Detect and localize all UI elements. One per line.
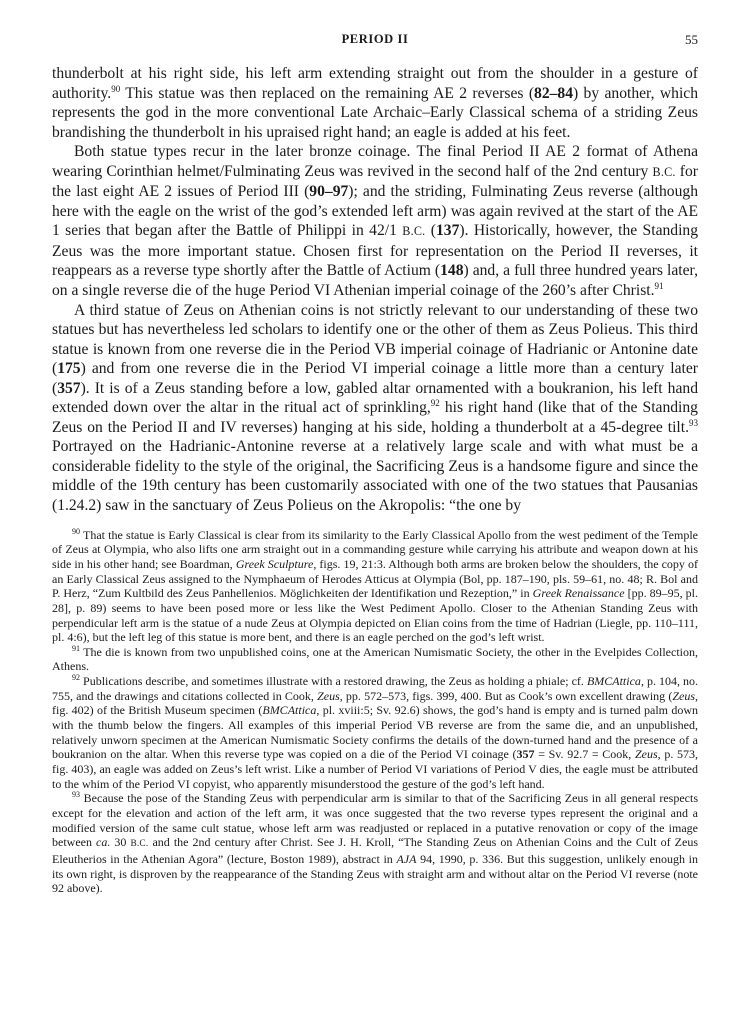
era-abbrev: B.C. — [652, 164, 676, 179]
page-header — [52, 32, 698, 54]
text-run: That the statue is Early Classical is clear from its similarity to the Early Classical Apollo from the west pediment of the Temple of Zeus at Olympia, who also lifts one arm straight out in a commanding gesture while carrying his attribute and weapon down at his side in his other hand; see Boardman, — [52, 527, 698, 571]
paragraph-2 — [52, 142, 698, 300]
text-run: , pp. 572–573, figs. 399, 400. But as Cook’s own excellent drawing ( — [339, 688, 673, 703]
text-run: thunderbolt at his right side, his left arm extending straight out from the shoulder in a gesture of authority. — [52, 65, 698, 102]
text-run: ( — [425, 222, 436, 240]
footnote-number: 91 — [72, 643, 80, 653]
footnote-ref-91: 91 — [654, 280, 664, 291]
footnote-ref-92: 92 — [430, 398, 440, 409]
text-run: ); and the striding, Fulminating Zeus reverse (although here with the eagle on the wrist of the god’s extended left arm) was again revived at the start of the AE 1 series that began after the Battle of Philippi in 42/1 — [52, 183, 698, 240]
text-run: and the 2nd century after Christ. See J. H. Kroll, “The Standing Zeus on Athenian Coins and the Cult of Zeus Eleutherios in the Athenian Agora” (lecture, Boston 1989), abstract in — [52, 835, 698, 867]
text-run: A third statue of Zeus on Athenian coins is not strictly relevant to our understanding of these two statues but has nevertheless led scholars to identify one or the other of them as Zeus Polieus. This third statue is known from one reverse die in the Period VB imperial coinage of Hadrianic or Antonine date ( — [52, 301, 698, 378]
catalogue-ref: 137 — [436, 222, 460, 240]
text-run: 94, 1990, p. 336. But this suggestion, unlikely enough in its own right, is disproven by the reappearance of the Standing Zeus with straight arm and without altar on the Period VI reverse (note 92 above). — [52, 852, 698, 896]
text-run: , p. 104, no. 755, and the drawings and citations collected in Cook, — [52, 674, 699, 703]
catalogue-ref: 148 — [440, 262, 464, 280]
text-run: ) and from one reverse die in the Period VI imperial coinage a little more than a century later ( — [52, 360, 698, 397]
footnote-ref-90: 90 — [111, 83, 121, 94]
italic-title: Zeus — [317, 688, 340, 703]
catalogue-ref: 175 — [57, 360, 81, 378]
footnote-92 — [52, 674, 698, 791]
text-run: Portrayed on the Hadrianic-Antonine reverse at a relatively large scale and with what must be a considerable fidelity to the style of the original, the Sacrificing Zeus is a handsome figure and since the middle of the 19th century has been customarily associated with one of the two statues that Pausanias (1.24.2) saw in the sanctuary of Zeus Polieus on the Akropolis: “the one by — [52, 438, 698, 515]
paragraph-1 — [52, 64, 698, 142]
footnote-93 — [52, 791, 698, 896]
footnote-number: 93 — [72, 790, 80, 800]
footnote-ref-93: 93 — [689, 417, 698, 428]
text-run: , fig. 402) of the British Museum specimen ( — [52, 688, 699, 718]
text-run: [pp. 89–95, pl. 28], p. 89) seems to have been posed more or less like the West Pediment Apollo. Closer to the Athenian Standing Zeus with perpendicular left arm is the statue of a nude Zeus at Olympia depicted on Elian coins from the time of Hadrian (Liegle, pp. 110–111, pl. 4:6), but the left leg of this statue is more bent, and there is an eagle perched on the god’s left wrist. — [52, 586, 698, 645]
text-run: his right hand (like that of the Standing Zeus on the Period II and IV reverses) hanging at his side, holding a thunderbolt at a 45-degree tilt. — [52, 399, 698, 436]
paragraph-3 — [52, 301, 698, 516]
catalogue-ref: 357 — [516, 747, 535, 762]
footnote-number: 92 — [72, 673, 80, 683]
text-run: , p. 573, fig. 403), an eagle was added on Zeus’s left wrist. Like a number of Period VI variations of Period V dies, the eagle must be attributed to the whim of the Period VI copyist, who apparently misunderstood the gesture of the god’s left hand. — [52, 747, 698, 791]
era-abbrev: B.C. — [402, 224, 426, 239]
text-run: Both statue types recur in the later bronze coinage. The final Period II AE 2 format of Athena wearing Corinthian helmet/Fulminating Zeus was revived in the second half of the 2nd century — [52, 143, 698, 180]
catalogue-ref: 90–97 — [309, 183, 349, 201]
text-run: for the last eight AE 2 issues of Period III ( — [52, 162, 698, 201]
catalogue-ref: 82–84 — [534, 84, 573, 102]
era-abbrev: B.C. — [130, 839, 149, 850]
italic-title: AJA — [396, 852, 417, 867]
text-run: = Sv. 92.7 = Cook, — [534, 747, 635, 762]
text-run: , pl. xviii:5; Sv. 92.6) shows, the god’s hand is empty and is turned palm down with the thumb below the fingers. All examples of this imperial Period VB reverse are from the same die, and an unpublished, relatively unworn specimen at the American Numismatic Society confirms the details of the down-turned hand and the presence of a boukranion on the altar. When this reverse type was copied on a die of the Period VI coinage ( — [52, 703, 698, 762]
text-run: The die is known from two unpublished coins, one at the American Numismatic Society, the other in the Evelpides Collection, Athens. — [52, 644, 698, 674]
italic-title: Zeus — [634, 747, 658, 762]
text-run: 30 — [110, 835, 131, 850]
footnote-number: 90 — [72, 526, 80, 536]
footnotes — [52, 528, 698, 896]
footnote-90 — [52, 528, 698, 645]
italic-term: ca. — [96, 835, 111, 850]
text-run: Publications describe, and sometimes illustrate with a restored drawing, the Zeus as holding a phiale; cf. — [83, 674, 587, 689]
text-run: ) and, a full three hundred years later, on a single reverse die of the huge Period VI Athenian imperial coinage of the 260’s after Christ. — [52, 262, 699, 300]
text-run: ). It is of a Zeus standing before a low, gabled altar ornamented with a boukranion, his left hand extended down over the altar in the ritual act of sprinkling, — [52, 379, 698, 417]
italic-title: Greek Sculpture — [235, 556, 314, 571]
text-run: This statue was then replaced on the remaining AE 2 reverses ( — [120, 84, 535, 102]
page-number: 55 — [685, 32, 698, 47]
book-page — [52, 32, 698, 896]
italic-title: BMCAttica — [586, 674, 641, 689]
text-run: Because the pose of the Standing Zeus with perpendicular arm is similar to that of the Sacrificing Zeus in all general respects except for the elevation and action of the left arm, it was once suggested that the two reverse types represent the original and a modified version of the same cult statue, whose left arm was readjusted or replaced in a putative renovation or copy of the image between — [52, 791, 698, 850]
text-run: ). Historically, however, the Standing Zeus was the more important statue. Chosen first for representation on the Period II reverses, it reappears as a reverse type shortly after the Battle of Actium ( — [52, 222, 699, 280]
text-run: ) by another, which represents the god in the more conventional Late Archaic–Early Classical schema of a striding Zeus brandishing the thunderbolt in his upraised right hand; an eagle is added at his feet. — [52, 84, 698, 141]
text-run: , figs. 19, 21:3. Although both arms are broken below the shoulders, the copy of an Early Classical Zeus assigned to the Nymphaeum of Herodes Atticus at Olympia (Bol, pp. 187–190, pls. 59–61, no. 48; R. Bol and P. Herz, “Zum Kultbild des Zeus Panhellenios. Möglichkeiten der Identifikation und Rezeption,” in — [52, 556, 698, 601]
italic-title: BMCAttica — [262, 703, 317, 718]
main-text — [52, 64, 698, 516]
italic-title: Greek Renaissance — [532, 586, 625, 601]
running-head: PERIOD II — [341, 32, 409, 46]
footnote-91 — [52, 645, 698, 674]
italic-title: Zeus — [672, 688, 696, 703]
catalogue-ref: 357 — [57, 379, 81, 397]
